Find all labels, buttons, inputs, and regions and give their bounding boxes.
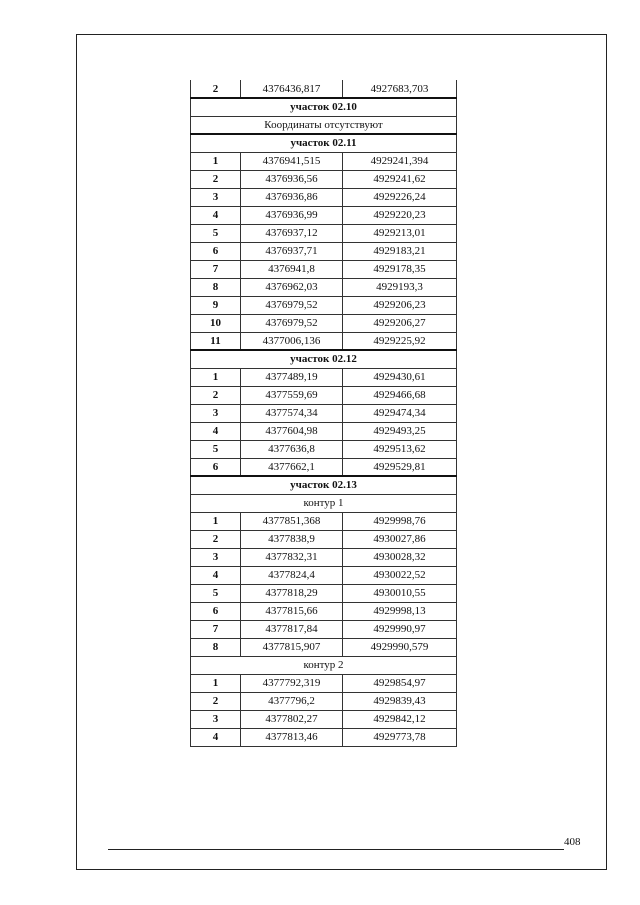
coordinate-y: 4929493,25 [343,422,457,440]
table-row [191,602,457,620]
coordinate-y: 4929839,43 [343,692,457,710]
coordinate-y: 4927683,703 [343,80,457,98]
section-row [191,98,457,116]
coordinate-y: 4929466,68 [343,386,457,404]
point-number: 11 [191,332,241,350]
point-number: 7 [191,620,241,638]
point-number: 1 [191,512,241,530]
coordinate-x: 4376937,12 [241,224,343,242]
table-row [191,260,457,278]
point-number: 4 [191,206,241,224]
point-number: 1 [191,152,241,170]
coordinate-y: 4930022,52 [343,566,457,584]
point-number: 9 [191,296,241,314]
table-row [191,422,457,440]
coordinate-x: 4377006,136 [241,332,343,350]
coordinate-y: 4929241,62 [343,170,457,188]
footer-line [108,849,564,850]
coordinate-y: 4930028,32 [343,548,457,566]
coordinate-y: 4929842,12 [343,710,457,728]
coordinate-x: 4377838,9 [241,530,343,548]
table-row [191,386,457,404]
table-row [191,242,457,260]
point-number: 6 [191,602,241,620]
point-number: 1 [191,368,241,386]
note-row [191,116,457,134]
note-row [191,494,457,512]
section-heading: участок 02.13 [191,476,457,494]
point-number: 4 [191,422,241,440]
coordinate-y: 4929213,01 [343,224,457,242]
table-row [191,530,457,548]
coordinate-y: 4929474,34 [343,404,457,422]
coordinate-x: 4377802,27 [241,710,343,728]
point-number: 5 [191,584,241,602]
coordinate-x: 4377792,319 [241,674,343,692]
point-number: 3 [191,188,241,206]
table-row [191,710,457,728]
table-row [191,512,457,530]
point-number: 6 [191,458,241,476]
coordinate-y: 4929998,76 [343,512,457,530]
point-number: 5 [191,440,241,458]
table-row [191,674,457,692]
coordinate-x: 4377818,29 [241,584,343,602]
point-number: 4 [191,728,241,746]
coordinate-x: 4376937,71 [241,242,343,260]
coordinate-x: 4376979,52 [241,314,343,332]
coordinate-x: 4377832,31 [241,548,343,566]
table-row [191,728,457,746]
coordinate-x: 4377817,84 [241,620,343,638]
coordinate-y: 4929226,24 [343,188,457,206]
coordinate-x: 4377489,19 [241,368,343,386]
point-number: 2 [191,692,241,710]
table-row [191,170,457,188]
table-row [191,440,457,458]
coordinate-y: 4929178,35 [343,260,457,278]
note-row [191,656,457,674]
point-number: 2 [191,170,241,188]
point-number: 3 [191,548,241,566]
coordinate-y: 4929854,97 [343,674,457,692]
point-number: 3 [191,404,241,422]
table-row [191,206,457,224]
coordinate-y: 4929183,21 [343,242,457,260]
coordinate-y: 4929430,61 [343,368,457,386]
point-number: 7 [191,260,241,278]
coordinate-x: 4377824,4 [241,566,343,584]
coordinate-x: 4377604,98 [241,422,343,440]
section-heading: участок 02.12 [191,350,457,368]
table-row [191,458,457,476]
coordinate-y: 4929225,92 [343,332,457,350]
table-row [191,584,457,602]
section-note: контур 1 [191,494,457,512]
table-row [191,566,457,584]
coordinate-x: 4377851,368 [241,512,343,530]
coordinate-y: 4929998,13 [343,602,457,620]
coordinate-y: 4929529,81 [343,458,457,476]
coordinate-x: 4376962,03 [241,278,343,296]
coordinate-y: 4929773,78 [343,728,457,746]
point-number: 4 [191,566,241,584]
coordinates-table-body [191,80,457,746]
table-row [191,152,457,170]
coordinates-table [190,80,457,747]
coordinate-x: 4377636,8 [241,440,343,458]
coordinate-y: 4929206,23 [343,296,457,314]
coordinate-y: 4929990,97 [343,620,457,638]
table-row [191,188,457,206]
coordinate-y: 4929241,394 [343,152,457,170]
section-heading: участок 02.11 [191,134,457,152]
table-row [191,692,457,710]
table-row [191,548,457,566]
section-note: контур 2 [191,656,457,674]
coordinate-y: 4929193,3 [343,278,457,296]
point-number: 8 [191,278,241,296]
coordinate-x: 4377796,2 [241,692,343,710]
table-row [191,296,457,314]
point-number: 3 [191,710,241,728]
coordinate-y: 4929220,23 [343,206,457,224]
coordinate-y: 4930027,86 [343,530,457,548]
section-note: Координаты отсутствуют [191,116,457,134]
coordinate-y: 4929206,27 [343,314,457,332]
point-number: 8 [191,638,241,656]
coordinate-y: 4929990,579 [343,638,457,656]
coordinate-x: 4377813,46 [241,728,343,746]
coordinate-x: 4376936,99 [241,206,343,224]
coordinate-x: 4376436,817 [241,80,343,98]
coordinate-x: 4377815,66 [241,602,343,620]
table-row [191,224,457,242]
table-row [191,80,457,98]
point-number: 2 [191,530,241,548]
section-row [191,134,457,152]
page-number: 408 [564,836,581,848]
coordinate-y: 4929513,62 [343,440,457,458]
point-number: 6 [191,242,241,260]
coordinate-x: 4376941,515 [241,152,343,170]
point-number: 10 [191,314,241,332]
coordinate-x: 4376936,86 [241,188,343,206]
coordinate-x: 4377574,34 [241,404,343,422]
table-row [191,314,457,332]
table-row [191,278,457,296]
point-number: 2 [191,80,241,98]
coordinate-x: 4376979,52 [241,296,343,314]
coordinate-x: 4376936,56 [241,170,343,188]
coordinate-y: 4930010,55 [343,584,457,602]
section-heading: участок 02.10 [191,98,457,116]
coordinate-x: 4377559,69 [241,386,343,404]
table-row [191,404,457,422]
section-row [191,476,457,494]
table-row [191,332,457,350]
table-row [191,638,457,656]
table-row [191,368,457,386]
coordinate-x: 4376941,8 [241,260,343,278]
section-row [191,350,457,368]
point-number: 2 [191,386,241,404]
point-number: 1 [191,674,241,692]
coordinate-x: 4377662,1 [241,458,343,476]
coordinate-x: 4377815,907 [241,638,343,656]
table-row [191,620,457,638]
point-number: 5 [191,224,241,242]
